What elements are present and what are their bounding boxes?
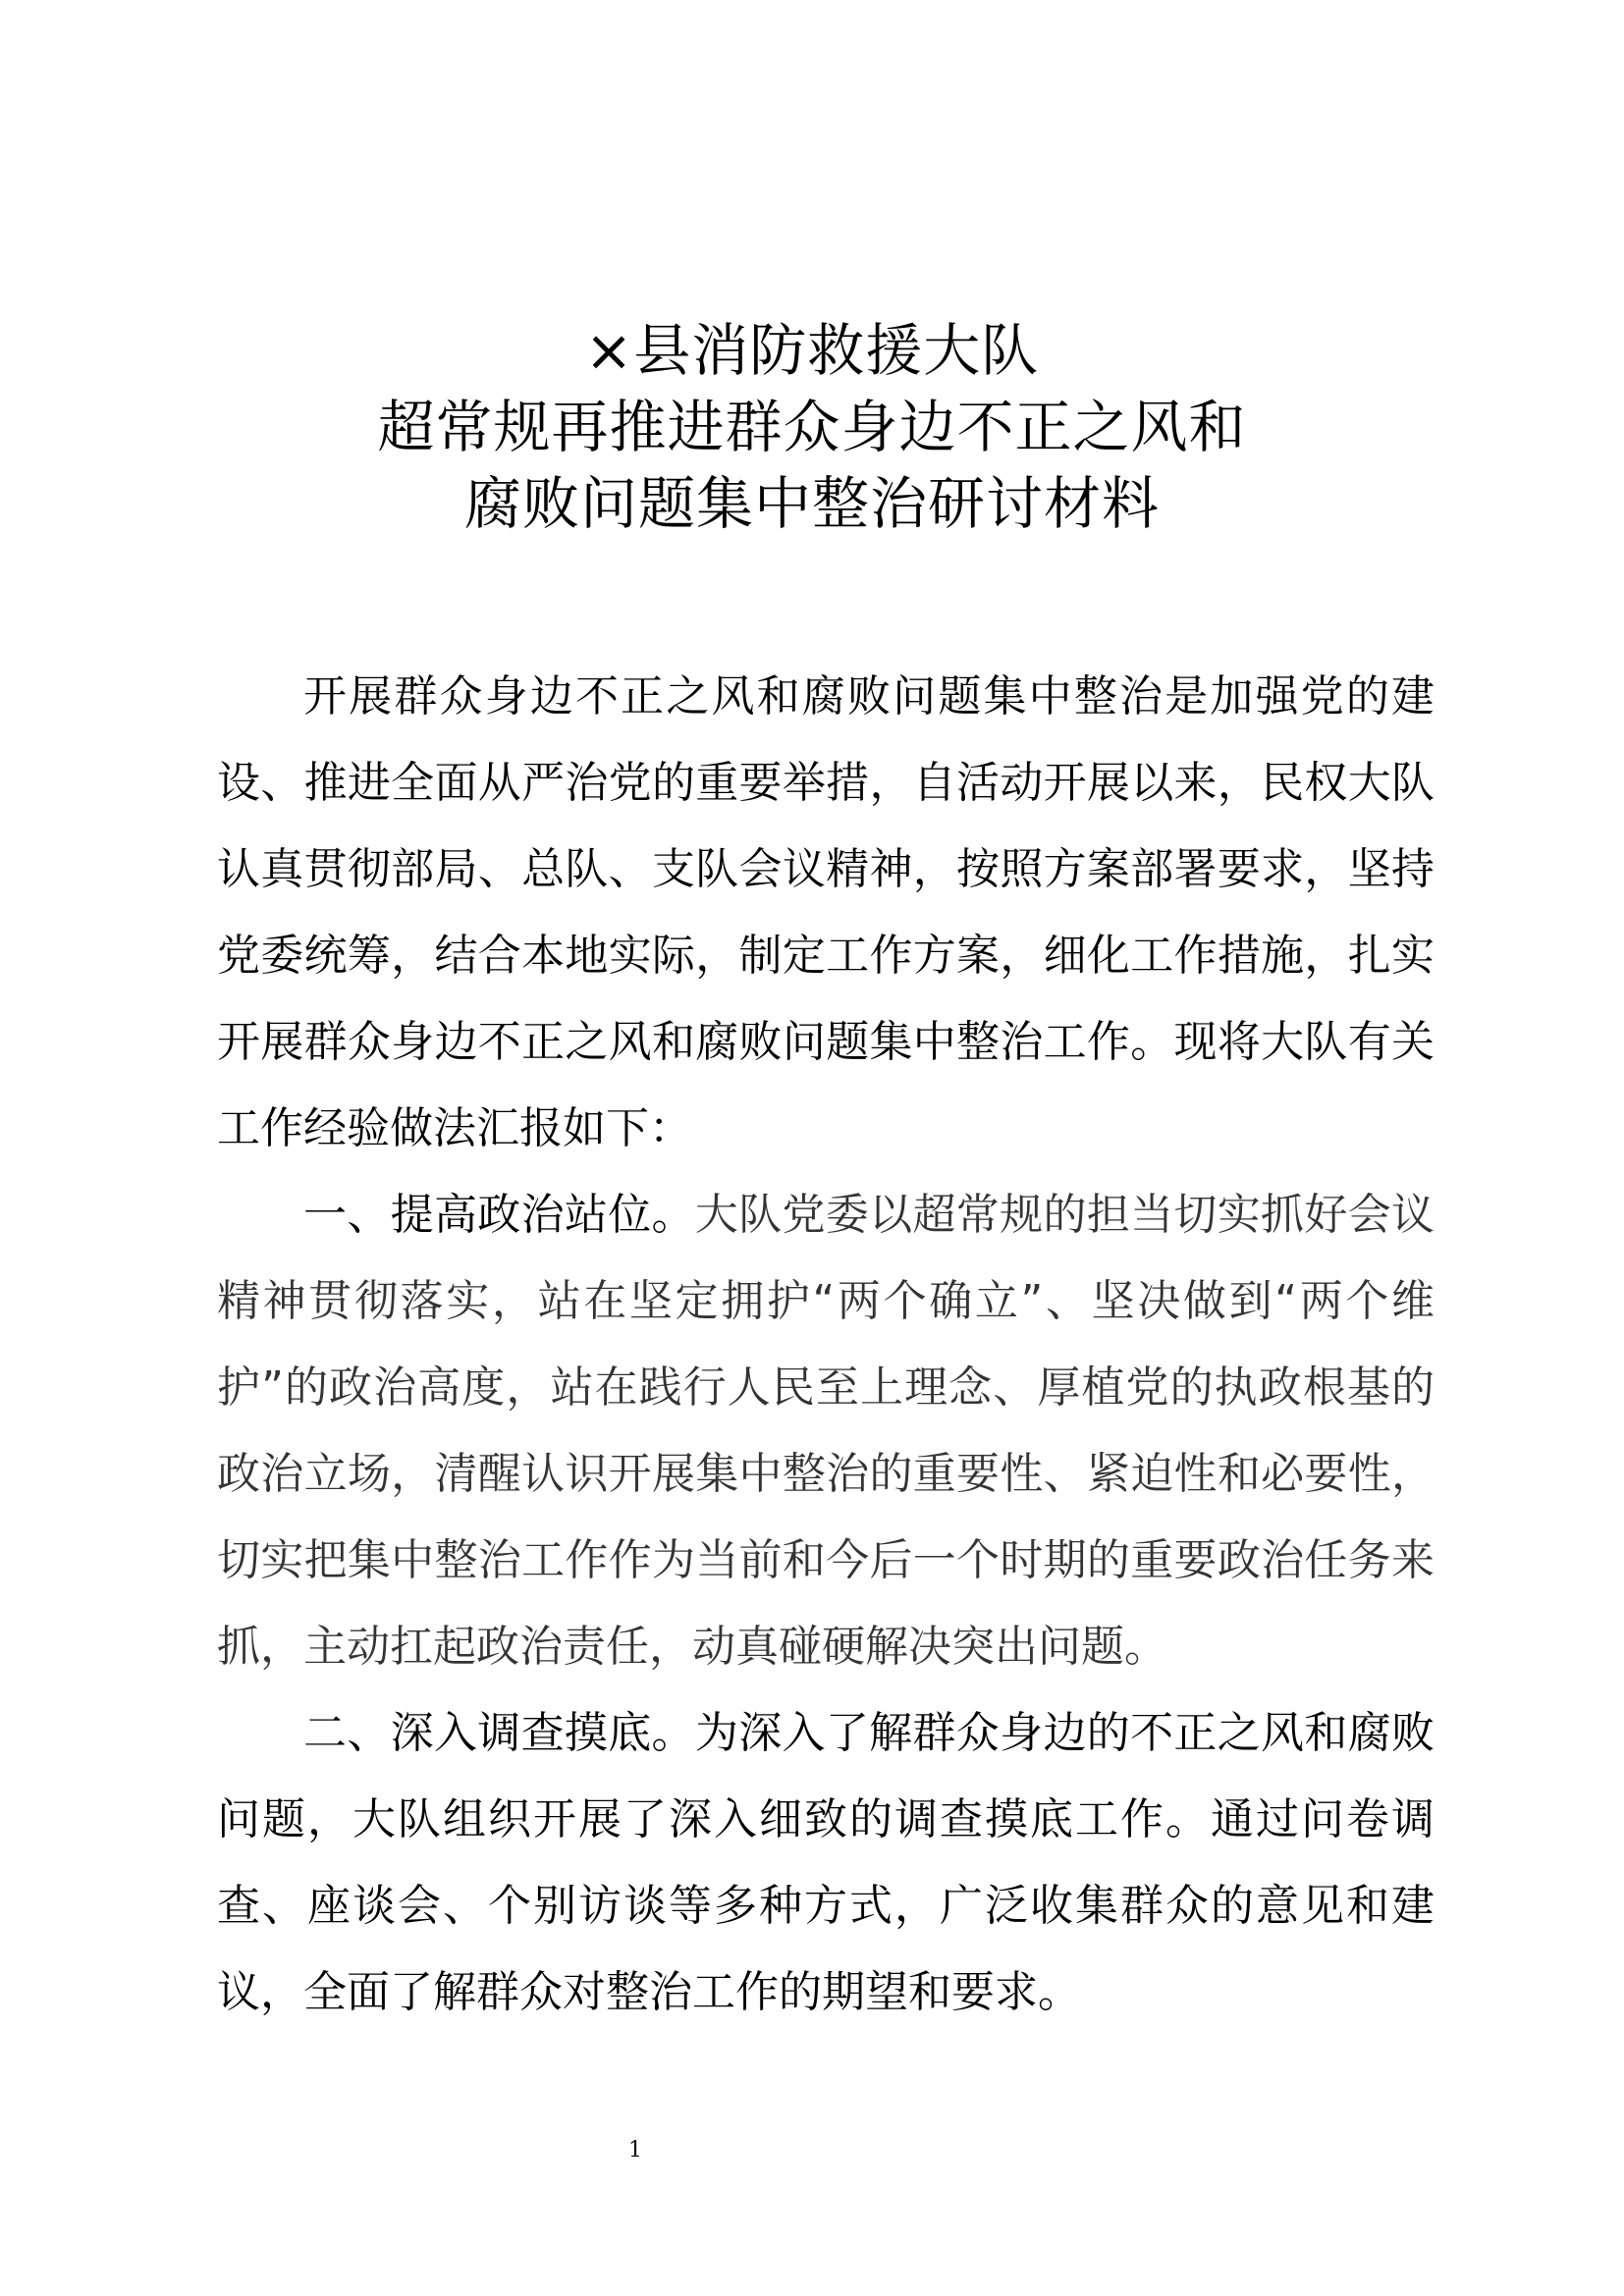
- section-2-heading: 二、深入调查摸底。: [303, 1708, 695, 1758]
- title-line-3: 腐败问题集中整治研讨材料: [463, 470, 1160, 537]
- section-2-paragraph: [217, 1690, 1435, 2036]
- document-body: [217, 654, 1435, 2036]
- title-line-1: ×县消防救援大队: [584, 317, 1040, 384]
- page-number: 1: [628, 2138, 642, 2163]
- document-title: [0, 312, 1624, 542]
- title-line-2: 超常规再推进群众身边不正之风和: [377, 394, 1247, 460]
- section-1-heading: 一、提高政治站位。: [303, 1190, 695, 1240]
- section-1-paragraph: [217, 1172, 1435, 1690]
- intro-paragraph: 开展群众身边不正之风和腐败问题集中整治是加强党的建设、推进全面从严治党的重要举措，自活动开展以来，民权大队认真贯彻部局、总队、支队会议精神，按照方案部署要求，坚持党委统筹，结合本地实际，制定工作方案，细化工作措施，扎实开展群众身边不正之风和腐败问题集中整治工作。现将大队有关工作经验做法汇报如下：: [217, 671, 1435, 1153]
- section-2-text: 为深入了解群众身边的不正之风和腐败问题，大队组织开展了深入细致的调查摸底工作。通过问卷调查、座谈会、个别访谈等多种方式，广泛收集群众的意见和建议，全面了解群众对整治工作的期望和要求。: [217, 1708, 1435, 2017]
- section-1-text: 大队党委以超常规的担当切实抓好会议精神贯彻落实，站在坚定拥护“两个确立”、坚决做到“两个维护”的政治高度，站在践行人民至上理念、厚植党的执政根基的政治立场，清醒认识开展集中整治的重要性、紧迫性和必要性，切实把集中整治工作作为当前和今后一个时期的重要政治任务来抓，主动扛起政治责任，动真碰硬解决突出问题。: [217, 1190, 1435, 1672]
